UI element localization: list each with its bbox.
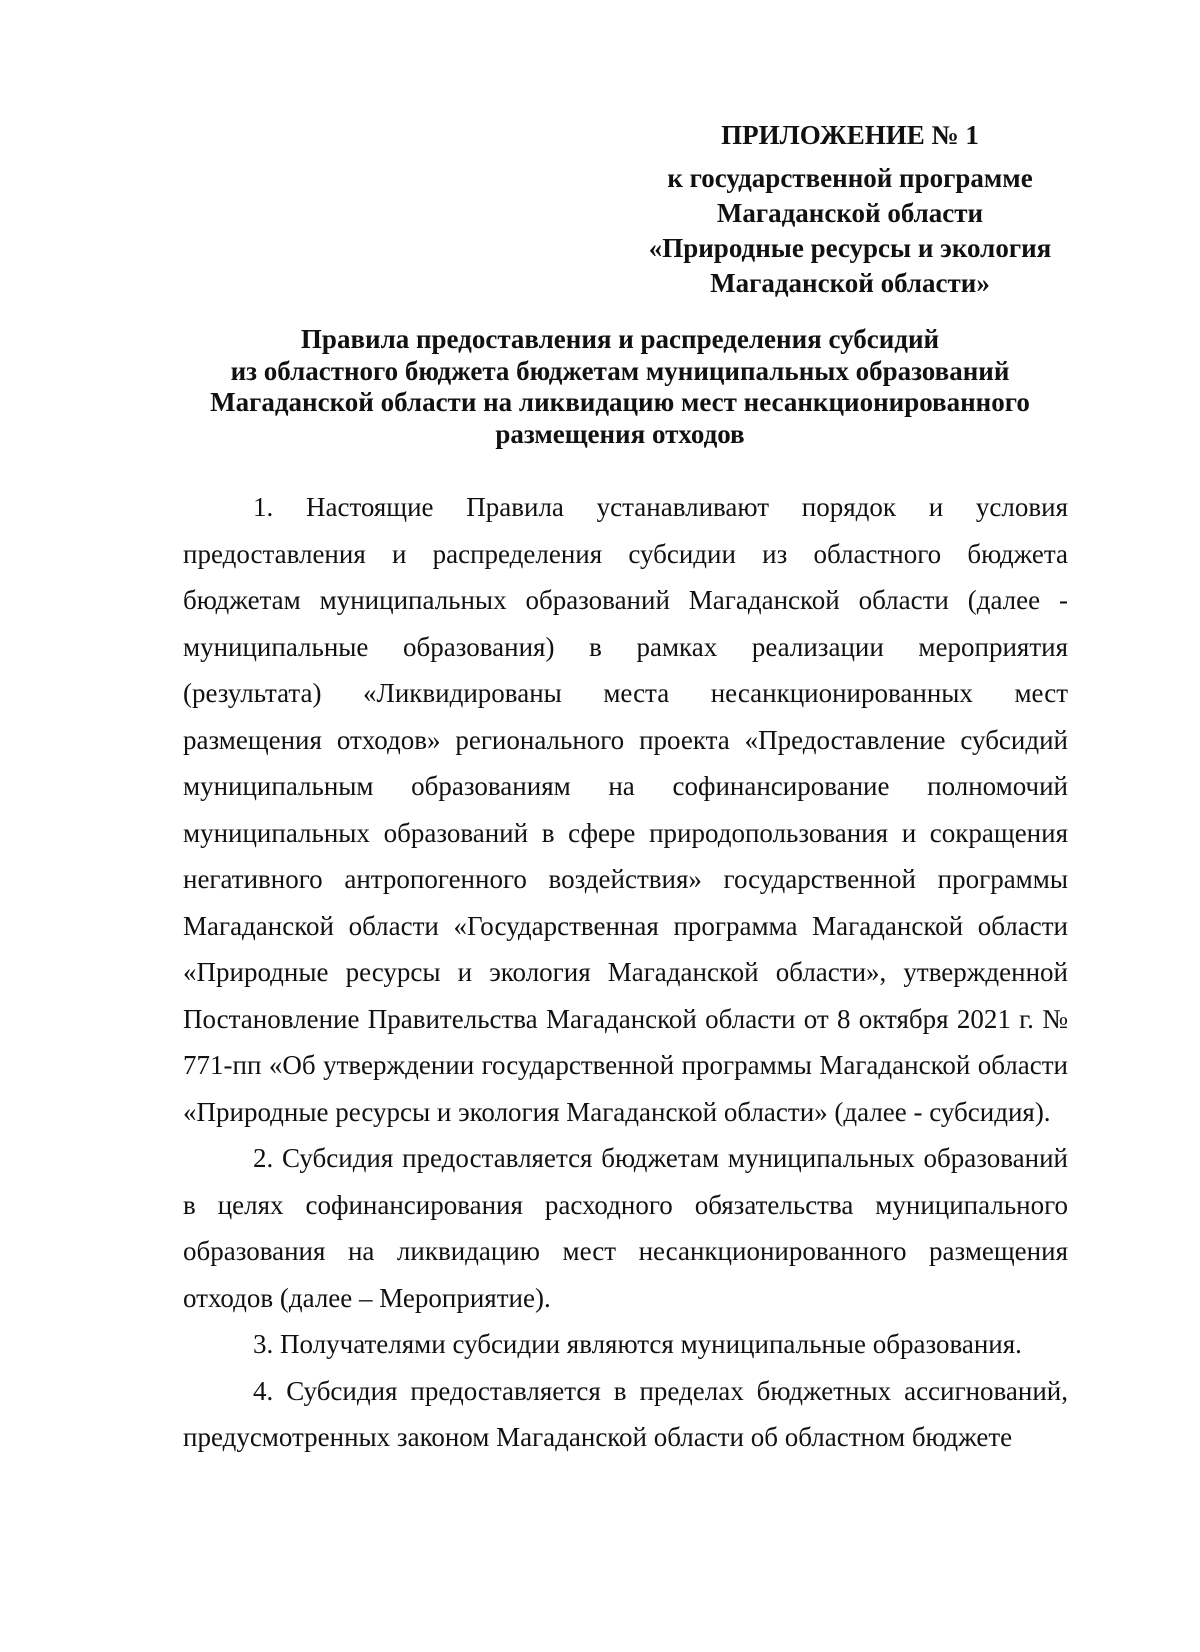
title-line: Правила предоставления и распределения субсидий: [300, 324, 940, 354]
paragraph-2: 2. Субсидия предоставляется бюджетам муниципальных образований в целях софинансирования расходного обязательства муниципального образования на ликвидацию мест несанкционированного размещения отходов (далее – Мероприятие).: [183, 1143, 1068, 1313]
appendix-line: к государственной программе: [667, 163, 1033, 193]
document-body: [183, 484, 1068, 1461]
title-line: из областного бюджета бюджетам муниципальных образований: [230, 355, 1010, 386]
title-line: размещения отходов: [495, 418, 745, 449]
appendix-line: Магаданской области»: [710, 268, 990, 298]
appendix-title: ПРИЛОЖЕНИЕ № 1: [721, 120, 979, 150]
title-line: Магаданской области на ликвидацию мест несанкционированного: [210, 387, 1030, 417]
appendix-line: Магаданской области: [716, 198, 984, 228]
appendix-header: [600, 118, 1100, 301]
paragraph-4: 4. Субсидия предоставляется в пределах бюджетных ассигнований, предусмотренных законом Магаданской области об областном бюджете: [183, 1375, 1068, 1452]
paragraph-3: 3. Получателями субсидии являются муниципальные образования.: [253, 1329, 1022, 1359]
document-title: [180, 324, 1060, 450]
appendix-line: «Природные ресурсы и экология: [648, 233, 1052, 263]
paragraph-1: 1. Настоящие Правила устанавливают порядок и условия предоставления и распределения субсидии из областного бюджета бюджетам муниципальных образований Магаданской области (далее - муниципальные образования) в рамках реализации мероприятия (результата) «Ликвидированы места несанкционированных мест размещения отходов» регионального проекта «Предоставление субсидий муниципальным образованиям на софинансирование полномочий муниципальных образований в сфере природопользования и сокращения негативного антропогенного воздействия» государственной программы Магаданской области «Государственная программа Магаданской области «Природные ресурсы и экология Магаданской области», утвержденной Постановление Правительства Магаданской области от 8 октября 2021 г. № 771-пп «Об утверждении государственной программы Магаданской области «Природные ресурсы и экология Магаданской области» (далее - субсидия).: [183, 492, 1068, 1127]
